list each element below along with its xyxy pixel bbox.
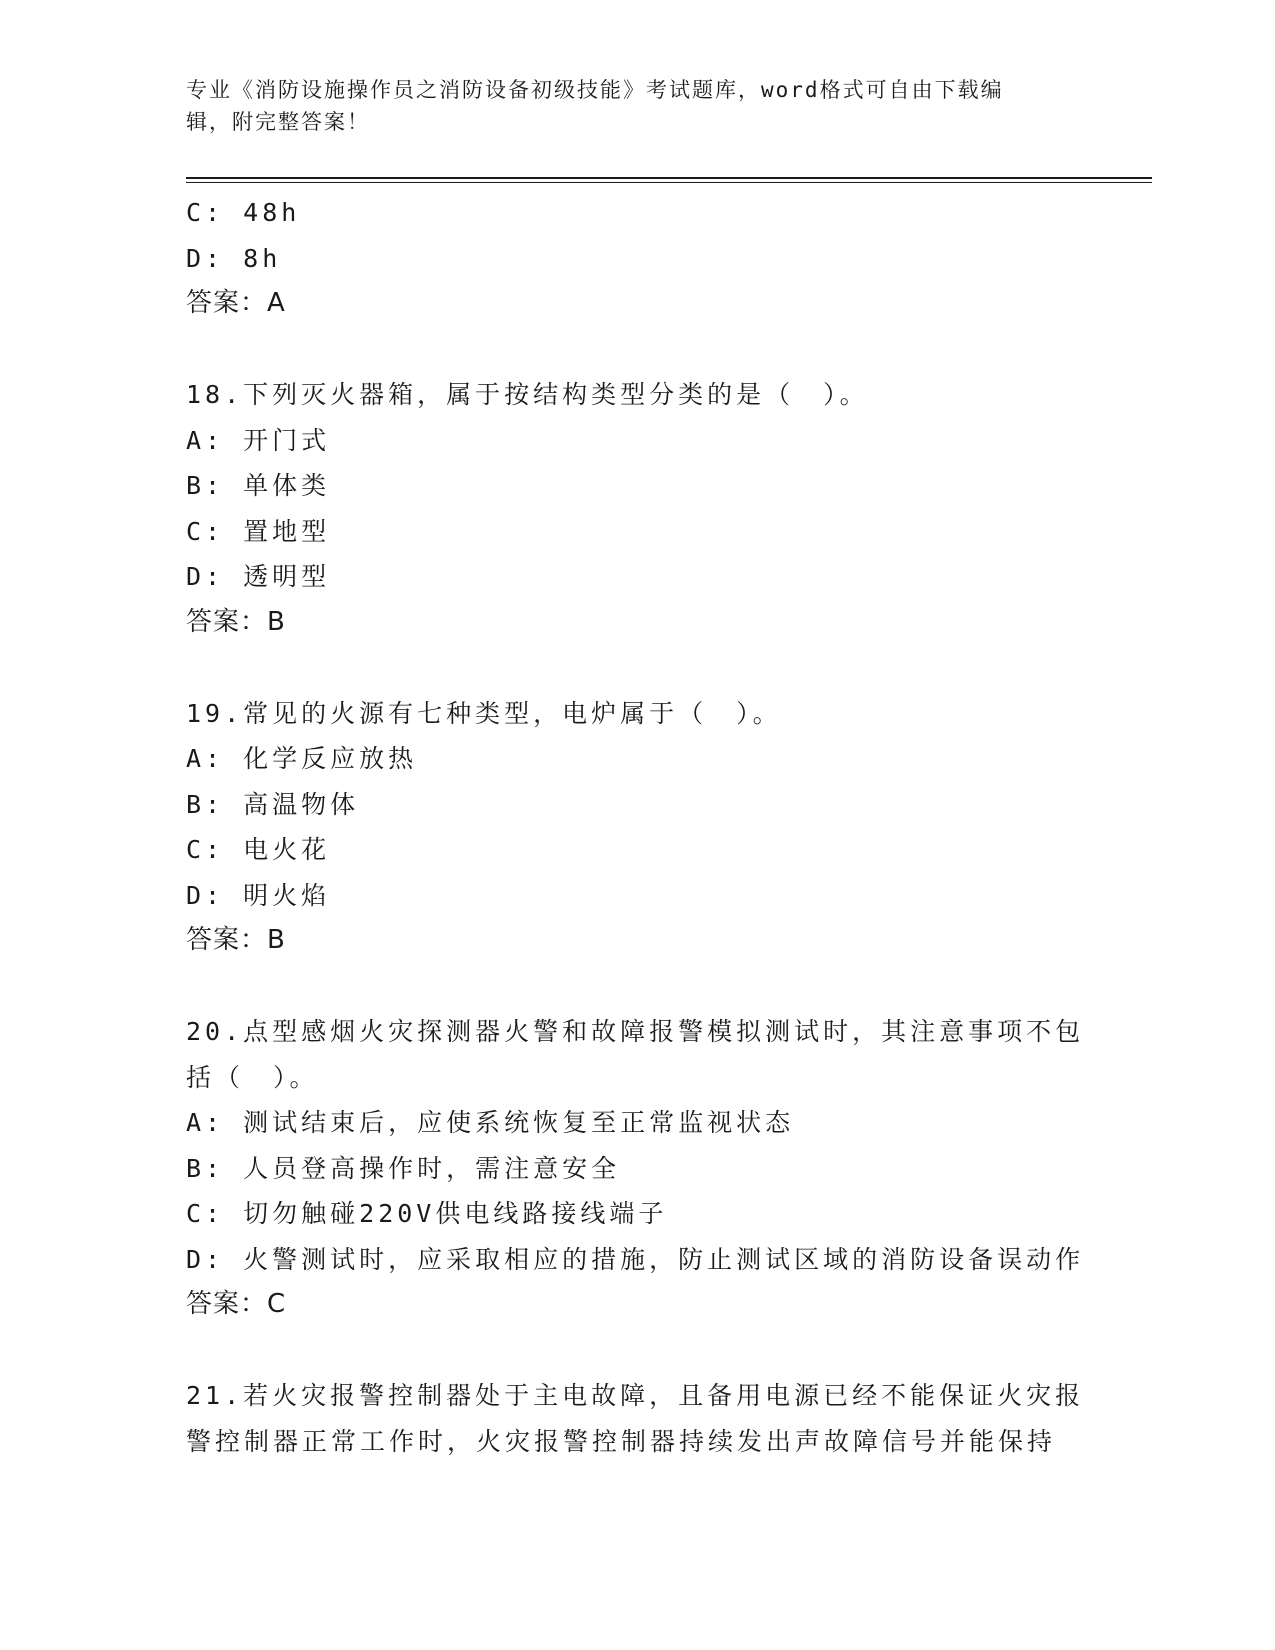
question-21 xyxy=(186,1373,1086,1464)
option-d: D: 火警测试时，应采取相应的措施，防止测试区域的消防设备误动作 xyxy=(186,1244,1085,1274)
question-content xyxy=(186,190,1086,1464)
option-b: B: 单体类 xyxy=(186,471,331,500)
option-a: A: 化学反应放热 xyxy=(186,744,418,773)
answer-line: 答案：A xyxy=(186,288,286,318)
question-20 xyxy=(186,1009,1086,1328)
answer-line: 答案：C xyxy=(186,1289,287,1319)
answer-line: 答案：B xyxy=(186,606,286,637)
option-d: D: 8h xyxy=(186,243,282,273)
option-b: B: 人员登高操作时，需注意安全 xyxy=(186,1153,621,1183)
option-a: A: 开门式 xyxy=(186,425,331,455)
spacer xyxy=(186,645,1086,691)
question-17-fragment xyxy=(186,190,1086,327)
spacer xyxy=(186,327,1086,373)
option-c: C: 切勿触碰220V供电线路接线端子 xyxy=(186,1199,668,1228)
option-a: A: 测试结束后，应使系统恢复至正常监视状态 xyxy=(186,1108,795,1137)
header-line-1: 专业《消防设施操作员之消防设备初级技能》考试题库，word格式可自由下载编 xyxy=(186,78,1004,102)
header-divider-thin xyxy=(186,182,1152,183)
question-18 xyxy=(186,372,1086,645)
document-header xyxy=(186,74,1066,138)
option-d: D: 明火焰 xyxy=(186,880,331,910)
spacer xyxy=(186,964,1086,1010)
option-c: C: 置地型 xyxy=(186,516,331,546)
question-stem-line-2: 警控制器正常工作时，火灾报警控制器持续发出声故障信号并能保持 xyxy=(186,1426,1057,1456)
question-stem: 19.常见的火源有七种类型，电炉属于（ ）。 xyxy=(186,698,782,728)
question-19 xyxy=(186,691,1086,964)
option-c: C: 电火花 xyxy=(186,835,331,864)
answer-line: 答案：B xyxy=(186,925,286,955)
option-c: C: 48h xyxy=(186,198,301,227)
header-divider-thick xyxy=(186,177,1152,179)
header-line-2: 辑，附完整答案！ xyxy=(186,110,370,134)
spacer xyxy=(186,1328,1086,1374)
question-stem-line-1: 20.点型感烟火灾探测器火警和故障报警模拟测试时，其注意事项不包 xyxy=(186,1017,1085,1046)
option-b: B: 高温物体 xyxy=(186,789,360,819)
question-stem-line-2: 括（ ）。 xyxy=(186,1062,319,1092)
question-stem-line-1: 21.若火灾报警控制器处于主电故障，且备用电源已经不能保证火灾报 xyxy=(186,1381,1085,1410)
question-stem: 18.下列灭火器箱，属于按结构类型分类的是（ ）。 xyxy=(186,380,869,409)
option-d: D: 透明型 xyxy=(186,562,331,591)
